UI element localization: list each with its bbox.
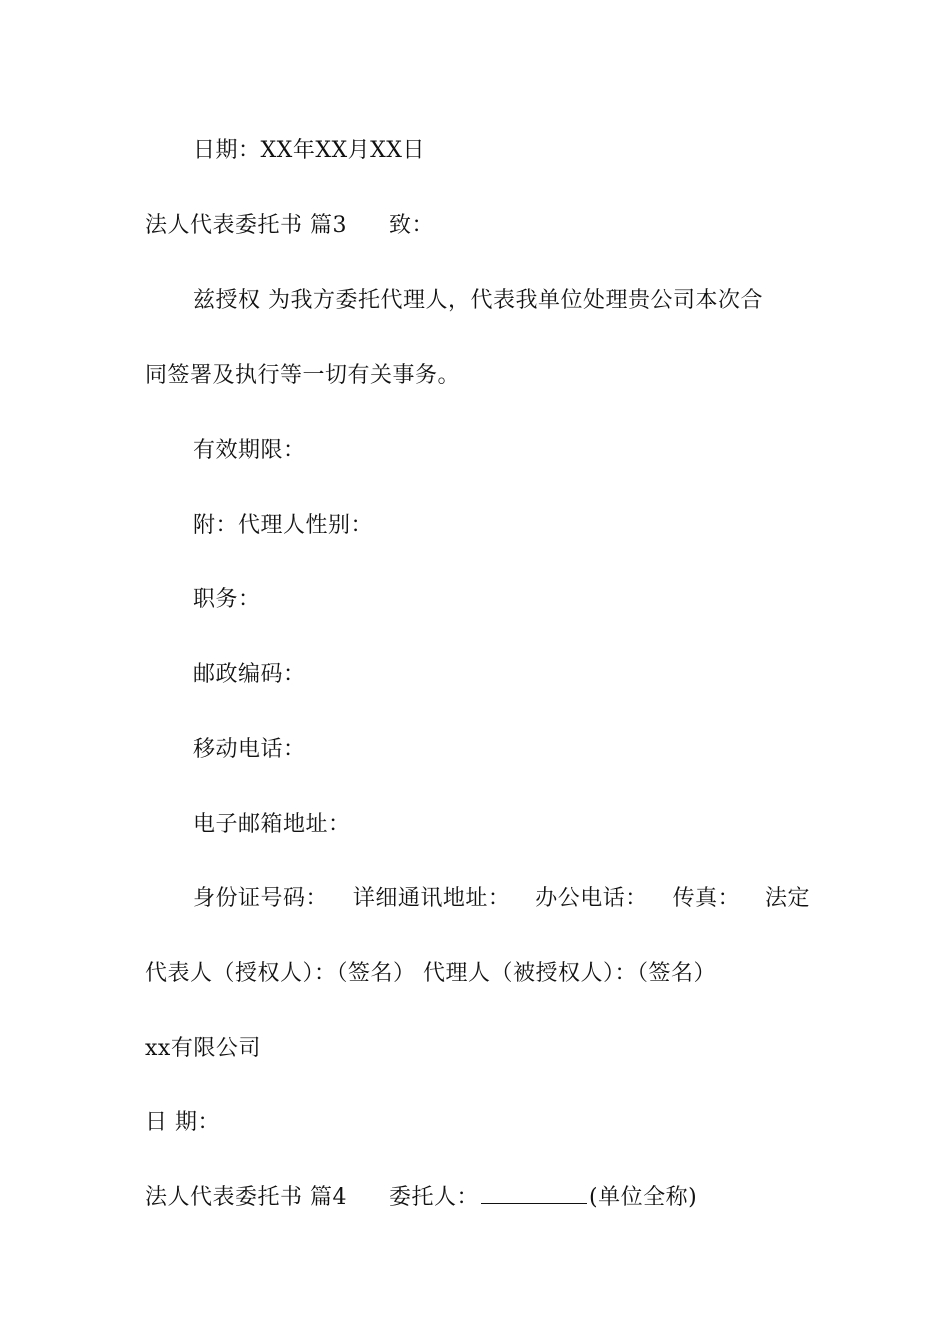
section4-unit: (单位全称) [589, 1185, 698, 1210]
section4-title: 法人代表委托书 篇4 [145, 1185, 347, 1210]
position-field: 职务： [193, 587, 261, 612]
postal-code-field: 邮政编码： [193, 662, 306, 687]
legal-text: 法定 [764, 886, 810, 911]
authorization-line-1: 兹授权 为我方委托代理人，代表我单位处理贵公司本次合 [193, 288, 763, 313]
date-blank-field: 日 期： [145, 1110, 220, 1135]
section4-heading-line [145, 1183, 810, 1213]
validity-field: 有效期限： [193, 438, 306, 463]
principal-blank-underline [481, 1183, 587, 1204]
mobile-field: 移动电话： [193, 737, 306, 762]
section3-title: 法人代表委托书 篇3 [145, 213, 347, 238]
section4-principal: 委托人： [389, 1185, 480, 1210]
email-field: 电子邮箱地址： [193, 812, 351, 837]
date-line: 日期：XX年XX月XX日 [193, 138, 425, 163]
fax-field: 传真： [672, 886, 741, 911]
office-phone-field: 办公电话： [535, 886, 648, 911]
id-contact-row [193, 884, 810, 914]
signature-line: 代表人（授权人）：（签名） 代理人（被授权人）：（签名） [145, 961, 716, 986]
section3-heading-line [145, 211, 810, 241]
agent-gender-field: 附：代理人性别： [193, 513, 374, 538]
company-name: xx有限公司 [145, 1036, 261, 1061]
authorization-line-2: 同签署及执行等一切有关事务。 [145, 363, 461, 388]
id-number-field: 身份证号码： [193, 886, 329, 911]
section3-to: 致： [389, 213, 435, 238]
address-field: 详细通讯地址： [352, 886, 511, 911]
